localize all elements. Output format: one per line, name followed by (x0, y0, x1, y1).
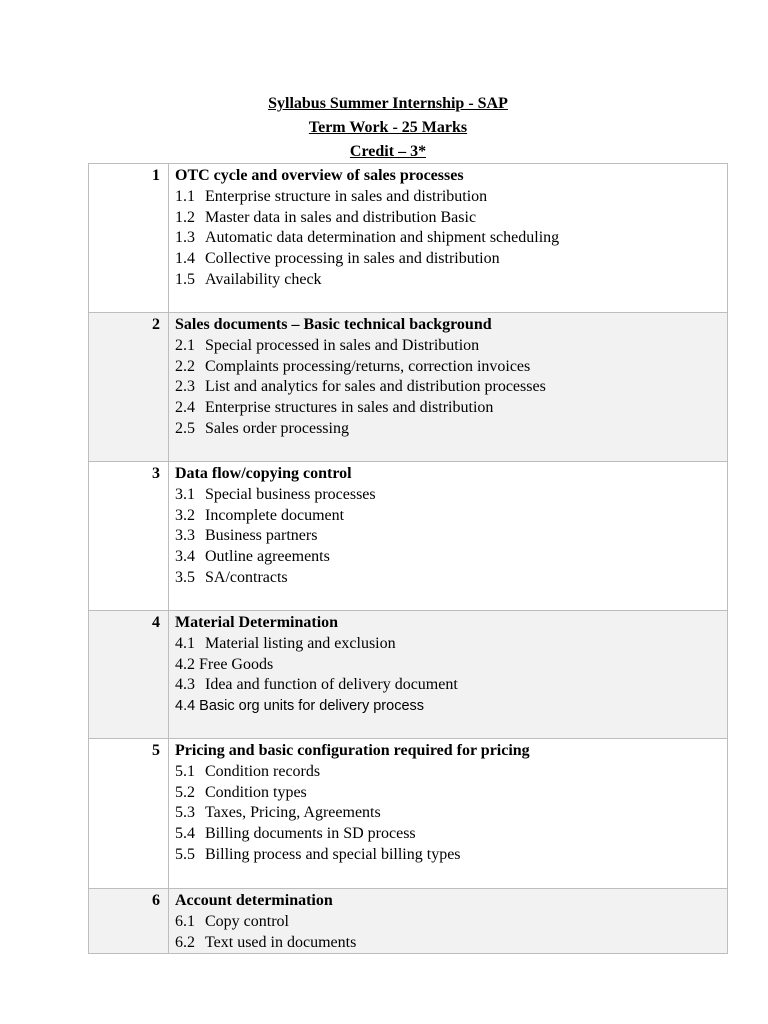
subtopic-text: Complaints processing/returns, correction invoices (205, 357, 531, 375)
subtopic-number: 2.1 (175, 336, 195, 354)
topic-row-1 (89, 164, 728, 313)
subtopic-text: Billing process and special billing types (205, 845, 461, 863)
topic-title: Data flow/copying control (175, 465, 352, 482)
subtopic-item (175, 933, 727, 954)
subtopic-item (175, 336, 727, 357)
subtopic-item (175, 357, 727, 378)
subtopic-number: 5.4 (175, 825, 195, 843)
credit-line: Credit – 3* (349, 143, 427, 160)
subtopic-item (175, 228, 727, 249)
subtopic-item (175, 675, 727, 696)
subtopic-item (175, 634, 727, 655)
subtopic-text: Taxes, Pricing, Agreements (205, 804, 381, 822)
subtopic-item (175, 696, 727, 717)
subtopic-number: 4.4 (175, 698, 196, 715)
syllabus-title: Syllabus Summer Internship - SAP (268, 95, 508, 112)
subtopic-text: Billing documents in SD process (205, 825, 416, 843)
subtopic-text: Enterprise structure in sales and distribution (205, 187, 488, 205)
subtopic-number: 5.3 (175, 804, 195, 822)
topic-title: Pricing and basic configuration required for pricing (175, 742, 530, 759)
subtopic-item (175, 547, 727, 568)
subtopic-item (175, 803, 727, 824)
subtopic-text: SA/contracts (205, 568, 288, 586)
subtopic-number: 1.2 (175, 208, 195, 226)
subtopic-item (175, 485, 727, 506)
subtopic-number: 1.5 (175, 270, 195, 288)
topic-number: 3 (89, 462, 169, 611)
subtopic-item (175, 568, 727, 589)
subtopic-text: Automatic data determination and shipment scheduling (205, 229, 560, 247)
subtopic-text: Copy control (205, 912, 289, 930)
subtopic-text: Business partners (205, 527, 318, 545)
subtopic-number: 1.3 (175, 229, 195, 247)
topic-content (169, 611, 728, 739)
subtopic-text: Availability check (205, 270, 322, 288)
topic-number: 1 (89, 164, 169, 313)
topic-number: 6 (89, 889, 169, 954)
subtopic-text: Incomplete document (205, 506, 345, 524)
subtopic-number: 3.3 (175, 527, 195, 545)
subtopic-text: Condition types (205, 783, 307, 801)
term-work-marks: Term Work - 25 Marks (308, 119, 468, 136)
topic-row-3 (89, 462, 728, 611)
subtopic-item (175, 762, 727, 783)
topic-row-5 (89, 739, 728, 889)
topic-title: Account determination (175, 892, 333, 909)
subtopic-item (175, 506, 727, 527)
subtopic-number: 4.1 (175, 634, 195, 652)
topic-title: Material Determination (175, 614, 339, 631)
subtopic-text: Collective processing in sales and distribution (205, 250, 500, 268)
topic-number: 2 (89, 313, 169, 462)
subtopic-text: Material listing and exclusion (205, 634, 396, 652)
subtopic-text: Special business processes (205, 485, 376, 503)
subtopic-number: 6.2 (175, 933, 195, 951)
document-header (0, 92, 768, 164)
subtopic-text: Idea and function of delivery document (205, 676, 458, 694)
subtopic-item (175, 655, 727, 676)
subtopic-item (175, 824, 727, 845)
topic-row-6 (89, 889, 728, 954)
subtopic-item (175, 783, 727, 804)
subtopic-text: Outline agreements (205, 548, 330, 566)
topic-number: 4 (89, 611, 169, 739)
topic-row-4 (89, 611, 728, 739)
subtopic-text: Basic org units for delivery process (199, 698, 425, 715)
subtopic-number: 4.2 (175, 655, 195, 673)
subtopic-text: Condition records (205, 762, 321, 780)
subtopic-number: 5.1 (175, 762, 195, 780)
topic-content (169, 313, 728, 462)
subtopic-text: Enterprise structures in sales and distribution (205, 399, 494, 417)
subtopic-item (175, 270, 727, 291)
subtopic-item (175, 208, 727, 229)
subtopic-item (175, 912, 727, 933)
topic-content (169, 164, 728, 313)
topic-number: 5 (89, 739, 169, 889)
subtopic-number: 2.3 (175, 378, 195, 396)
subtopic-number: 3.5 (175, 568, 195, 586)
topic-row-2 (89, 313, 728, 462)
subtopic-item (175, 845, 727, 866)
subtopic-number: 2.4 (175, 399, 195, 417)
subtopic-number: 2.5 (175, 419, 195, 437)
topic-title: Sales documents – Basic technical background (175, 316, 492, 333)
subtopic-item (175, 526, 727, 547)
subtopic-text: Text used in documents (205, 933, 357, 951)
subtopic-number: 3.4 (175, 548, 195, 566)
subtopic-text: Sales order processing (205, 419, 349, 437)
subtopic-item (175, 398, 727, 419)
subtopic-number: 6.1 (175, 912, 195, 930)
syllabus-table (88, 163, 728, 954)
subtopic-number: 4.3 (175, 676, 195, 694)
subtopic-text: List and analytics for sales and distribution processes (205, 378, 546, 396)
topic-content (169, 462, 728, 611)
subtopic-number: 5.2 (175, 783, 195, 801)
topic-content (169, 739, 728, 889)
subtopic-number: 3.1 (175, 485, 195, 503)
subtopic-item (175, 419, 727, 440)
subtopic-number: 2.2 (175, 357, 195, 375)
topic-content (169, 889, 728, 954)
subtopic-item (175, 249, 727, 270)
subtopic-item (175, 187, 727, 208)
topic-title: OTC cycle and overview of sales processes (175, 167, 464, 184)
subtopic-number: 3.2 (175, 506, 195, 524)
subtopic-number: 1.1 (175, 187, 195, 205)
subtopic-item (175, 377, 727, 398)
subtopic-text: Master data in sales and distribution Basic (205, 208, 477, 226)
subtopic-text: Free Goods (199, 655, 274, 673)
subtopic-number: 5.5 (175, 845, 195, 863)
subtopic-text: Special processed in sales and Distribution (205, 336, 480, 354)
subtopic-number: 1.4 (175, 250, 195, 268)
